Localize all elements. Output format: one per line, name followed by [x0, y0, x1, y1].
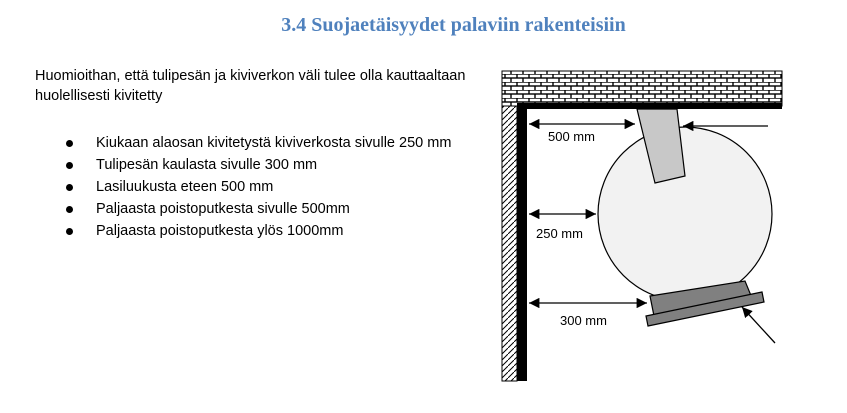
pointer-arrow-bottom: [742, 307, 775, 343]
intro-paragraph: Huomioithan, että tulipesän ja kiviverkon väli tulee olla kauttaaltaan huolellisesti kivitetty: [35, 68, 466, 104]
page-title: 3.4 Suojaetäisyydet palaviin rakenteisiin: [281, 14, 626, 36]
distance-list: [0, 132, 480, 242]
list-item: Paljaasta poistoputkesta sivulle 500mm: [0, 198, 476, 220]
list-item: Tulipesän kaulasta sivulle 300 mm: [0, 154, 476, 176]
list-item: Kiukaan alaosan kivitetystä kiviverkosta sivulle 250 mm: [0, 132, 476, 154]
list-item: Lasiluukusta eteen 500 mm: [0, 176, 476, 198]
ceiling-edge: [517, 103, 782, 109]
ceiling-brick: [502, 71, 782, 106]
wall-inner: [517, 106, 527, 381]
stove-body: [598, 127, 772, 301]
label-500mm: 500 mm: [548, 129, 595, 144]
wall-hatch: [502, 106, 517, 381]
list-item: Paljaasta poistoputkesta ylös 1000mm: [0, 220, 476, 242]
safety-distance-diagram: [490, 66, 790, 386]
label-300mm: 300 mm: [560, 313, 607, 328]
label-250mm: 250 mm: [536, 226, 583, 241]
